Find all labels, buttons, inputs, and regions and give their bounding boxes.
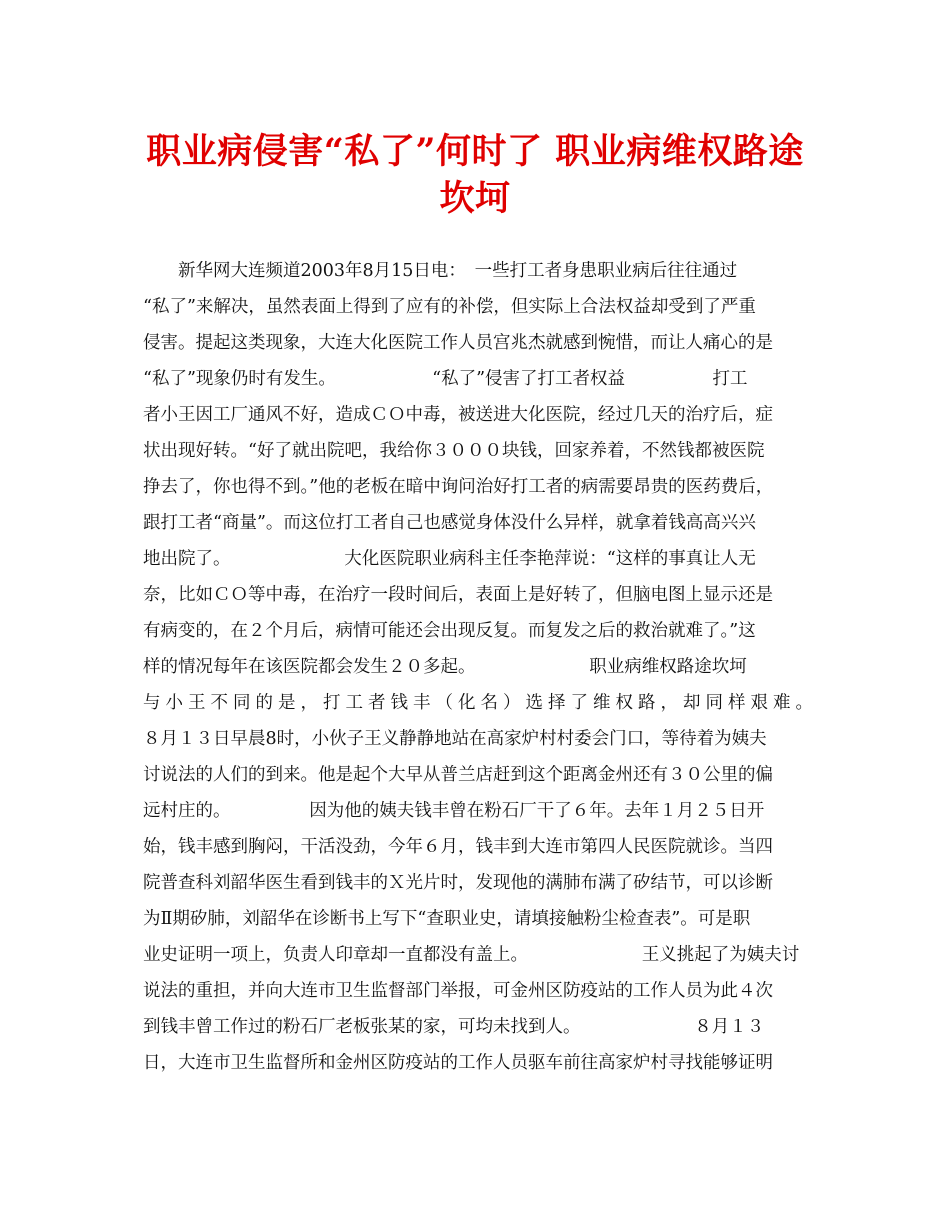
body-line: 为Ⅱ期矽肺，刘韶华在诊断书上写下“查职业史，请填接触粉尘检查表”。可是职 [143, 909, 751, 929]
body-line: 样的情况每年在该医院都会发生２０多起。 职业病维权路途坎坷 [143, 657, 747, 677]
body-line: 新华网大连频道2003年8月15日电： 一些打工者身患职业病后往往通过 [143, 261, 738, 281]
body-line: 始，钱丰感到胸闷，干活没劲，今年６月，钱丰到大连市第四人民医院就诊。当四 [143, 837, 773, 857]
body-line: 地出院了。 大化医院职业病科主任李艳萍说：“这样的事真让人无 [143, 549, 756, 569]
body-line: “私了”现象仍时有发生。 “私了”侵害了打工者权益 打工 [143, 369, 748, 389]
title-line-1: 职业病侵害“私了”何时了 职业病维权路途 [146, 131, 804, 172]
body-line: 院普查科刘韶华医生看到钱丰的Ｘ光片时，发现他的满肺布满了矽结节，可以诊断 [143, 873, 773, 893]
body-line: 挣去了，你也得不到。”他的老板在暗中询问治好打工者的病需要昂贵的医药费后， [143, 477, 774, 497]
body-line: 讨说法的人们的到来。他是起个大早从普兰店赶到这个距离金州还有３０公里的偏 [143, 765, 773, 785]
body-line: ８月１３日早晨8时，小伙子王义静静地站在高家炉村村委会门口，等待着为姨夫 [143, 729, 767, 749]
title-line-2: 坎坷 [439, 178, 511, 219]
body-line: 到钱丰曾工作过的粉石厂老板张某的家，可均未找到人。 ８月１３ [143, 1017, 765, 1037]
body-line: 状出现好转。“好了就出院吧，我给你３０００块钱，回家养着，不然钱都被医院 [143, 441, 765, 461]
body-line: 业史证明一项上，负责人印章却一直都没有盖上。 王义挑起了为姨夫讨 [143, 945, 800, 965]
document-title [120, 128, 830, 222]
body-line: 远村庄的。 因为他的姨夫钱丰曾在粉石厂干了６年。去年１月２５日开 [143, 801, 765, 821]
body-line: 跟打工者“商量”。而这位打工者自己也感觉身体没什么异样，就拿着钱高高兴兴 [143, 513, 756, 533]
body-line: 与小王不同的是，打工者钱丰（化名）选择了维权路，却同样艰难。 [143, 693, 813, 713]
article-body [143, 253, 813, 1081]
body-line: 说法的重担，并向大连市卫生监督部门举报，可金州区防疫站的工作人员为此４次 [143, 981, 773, 1001]
body-line: 侵害。提起这类现象，大连大化医院工作人员宫兆杰就感到惋惜，而让人痛心的是 [143, 333, 773, 353]
body-line: 日，大连市卫生监督所和金州区防疫站的工作人员驱车前往高家炉村寻找能够证明 [143, 1053, 773, 1073]
body-line: 奈，比如ＣＯ等中毒，在治疗一段时间后，表面上是好转了，但脑电图上显示还是 [143, 585, 773, 605]
body-line: 有病变的，在２个月后，病情可能还会出现反复。而复发之后的救治就难了。”这 [143, 621, 756, 641]
body-line: 者小王因工厂通风不好，造成ＣＯ中毒，被送进大化医院，经过几天的治疗后，症 [143, 405, 773, 425]
body-line: “私了”来解决，虽然表面上得到了应有的补偿，但实际上合法权益却受到了严重 [143, 297, 756, 317]
